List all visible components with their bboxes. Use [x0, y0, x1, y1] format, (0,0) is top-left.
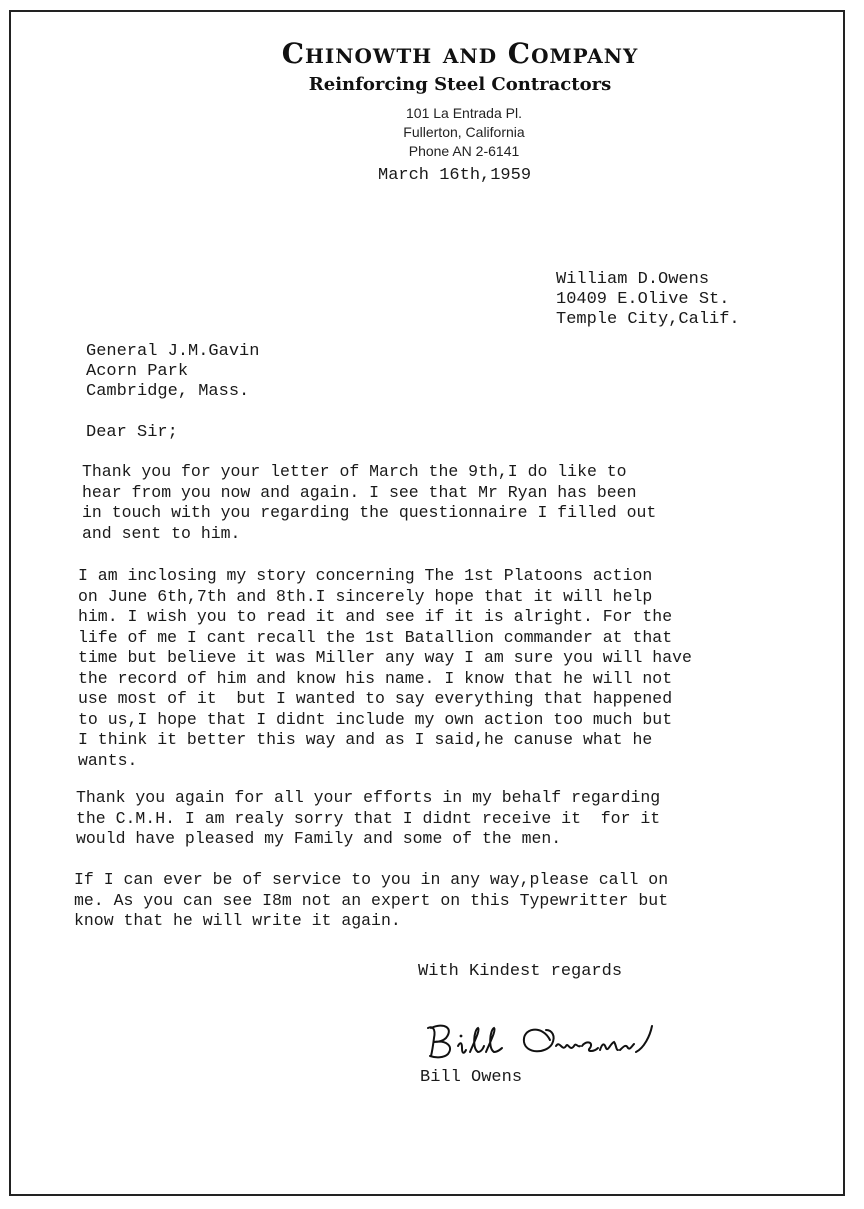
- paragraph-line: use most of it but I wanted to say everything that happened: [78, 689, 673, 708]
- recipient-address-line: Acorn Park: [86, 362, 189, 381]
- paragraph-line: and sent to him.: [82, 523, 241, 543]
- paragraph-line: wants.: [78, 750, 138, 770]
- recipient-address: [86, 342, 259, 402]
- paragraph-line: to us,I hope that I didnt include my own action too much but: [78, 709, 673, 729]
- sender-address-line: Temple City,Calif.: [556, 310, 740, 329]
- company-address-line: 101 La Entrada Pl.: [406, 105, 522, 121]
- sender-address: [556, 270, 740, 330]
- sender-address-line: William D.Owens: [556, 270, 710, 289]
- paragraph-line: life of me I cant recall the 1st Batallion commander at that: [78, 627, 673, 647]
- handwritten-signature: [422, 1018, 692, 1062]
- signature-name: Bill Owens: [420, 1068, 523, 1087]
- recipient-address-line: General J.M.Gavin: [86, 342, 260, 361]
- paragraph-line: in touch with you regarding the questionnaire I filled out: [82, 503, 657, 522]
- paragraph-2: [78, 566, 692, 771]
- paragraph-4: [74, 870, 668, 932]
- paragraph-line: hear from you now and again. I see that Mr Ryan has been: [82, 482, 637, 502]
- company-name: Chinowth and Company: [281, 37, 639, 70]
- company-tagline: Reinforcing Steel Contractors: [308, 74, 612, 95]
- company-address-line: Fullerton, California: [403, 124, 525, 140]
- company-address: [64, 104, 864, 161]
- salutation: Dear Sir;: [86, 423, 178, 442]
- closing: With Kindest regards: [418, 962, 623, 981]
- paragraph-line: would have pleased my Family and some of the men.: [76, 829, 562, 848]
- letterhead: [0, 36, 864, 161]
- letter-date: March 16th,1959: [378, 166, 532, 185]
- paragraph-line: the record of him and know his name. I know that he will not: [78, 668, 673, 688]
- paragraph-line: If I can ever be of service to you in any way,please call on: [74, 870, 669, 889]
- paragraph-3: [76, 788, 660, 850]
- paragraph-line: him. I wish you to read it and see if it is alright. For the: [78, 607, 673, 626]
- paragraph-line: on June 6th,7th and 8th.I sincerely hope that it will help: [78, 586, 653, 606]
- paragraph-line: Thank you for your letter of March the 9th,I do like to: [82, 462, 627, 481]
- paragraph-line: me. As you can see I8m not an expert on this Typewritter but: [74, 890, 669, 910]
- paragraph-line: I am inclosing my story concerning The 1st Platoons action: [78, 566, 653, 585]
- paragraph-line: know that he will write it again.: [74, 911, 401, 930]
- paragraph-line: time but believe it was Miller any way I am sure you will have: [78, 648, 692, 667]
- paragraph-line: the C.M.H. I am realy sorry that I didnt receive it for it: [76, 808, 661, 828]
- paragraph-1: [82, 462, 656, 544]
- paragraph-line: Thank you again for all your efforts in my behalf regarding: [76, 788, 661, 807]
- paragraph-line: I think it better this way and as I said,he canuse what he: [78, 730, 653, 749]
- company-phone: Phone AN 2-6141: [408, 143, 520, 159]
- sender-address-line: 10409 E.Olive St.: [556, 290, 730, 309]
- recipient-address-line: Cambridge, Mass.: [86, 382, 250, 401]
